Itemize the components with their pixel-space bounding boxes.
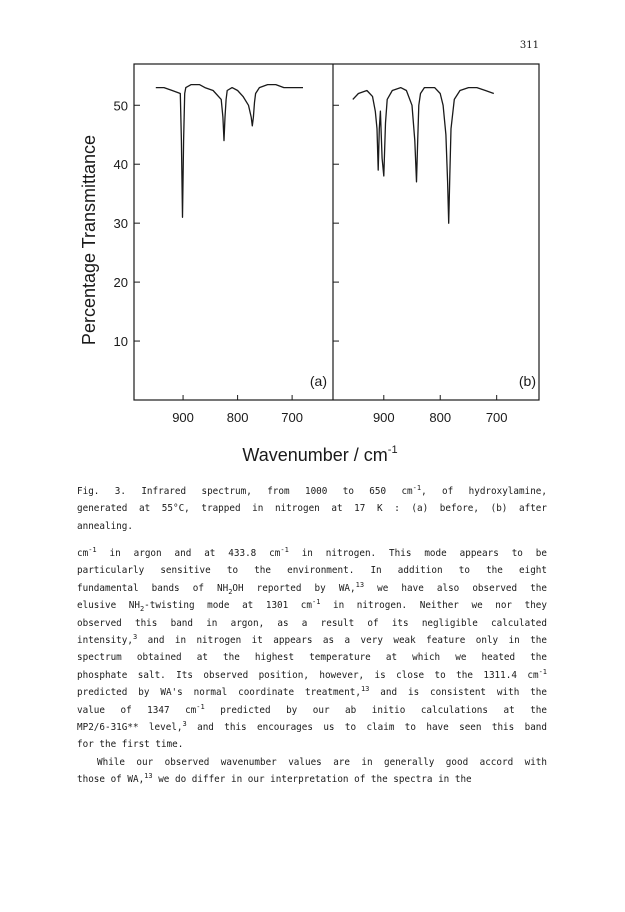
x-tick-label: 800 — [429, 410, 452, 425]
x-tick-label: 700 — [485, 410, 508, 425]
y-axis-ticks — [114, 98, 339, 349]
body-line: for the first time. — [77, 739, 184, 751]
figure-caption — [77, 483, 547, 535]
caption-line: generated at 55°C, trapped in nitrogen at 17 K : (a) before, (b) after — [77, 503, 547, 515]
x-tick-label: 900 — [172, 410, 194, 425]
x-tick-label: 700 — [281, 410, 303, 425]
y-tick-label: 20 — [113, 275, 128, 291]
caption-line: Fig. 3. Infrared spectrum, from 1000 to 650 $cm^{-1}$, of hydroxylamine, — [77, 483, 547, 497]
body-line: fundamental bands of $NH_2OH$ reported by WA,$^{13}$ we have also observed the — [77, 580, 547, 596]
spectrum-line-b — [353, 88, 494, 224]
spectrum-traces — [156, 85, 494, 224]
body-line: $cm^{-1}$ in argon and at 433.8 $cm^{-1}$ in nitrogen. This mode appears to be — [77, 545, 547, 559]
x-axis-label — [242, 444, 397, 465]
x-tick-label: 800 — [226, 410, 249, 425]
y-tick-label: 30 — [113, 216, 128, 232]
y-tick-label: 40 — [113, 157, 128, 173]
body-line: MP2/6-31G** level,$^3$ and this encourages us to claim to have seen this band — [77, 719, 547, 733]
plot-frame — [134, 64, 539, 400]
panel-label-b: (b) — [518, 373, 536, 389]
body-line: observed this band in argon, as a result of its negligible calculated — [77, 617, 547, 629]
plot-border — [134, 64, 539, 400]
body-line: spectrum obtained at the highest temperature at which we heated the — [77, 652, 547, 664]
body-line: particularly sensitive to the environment. In addition to the eight — [77, 565, 547, 577]
page-number: 311 — [519, 40, 539, 51]
body-text — [77, 545, 547, 788]
body-line: predicted by WA's normal coordinate treatment,$^{13}$ and is consistent with the — [77, 685, 547, 699]
body-line: phosphate salt. Its observed position, however, is close to the 1311.4 $cm^{-1}$ — [77, 667, 547, 681]
x-axis-label-text: Wavenumber / cm — [242, 445, 388, 465]
body-line: value of 1347 $cm^{-1}$ predicted by our ab initio calculations at the — [77, 702, 547, 716]
body-line: intensity,$^3$ and in nitrogen it appears as a very weak feature only in the — [77, 632, 547, 646]
body-line: those of WA,$^{13}$ we do differ in our interpretation of the spectra in the — [77, 771, 472, 786]
y-tick-label: 50 — [113, 98, 128, 114]
y-tick-label: 10 — [113, 334, 128, 350]
spectrum-line-a — [156, 85, 303, 218]
y-axis-label: Percentage Transmittance — [79, 134, 99, 346]
x-tick-label: 900 — [372, 410, 395, 425]
body-line: elusive $NH_2$-twisting mode at 1301 $cm^{-1}$ in nitrogen. Neither we nor they — [77, 598, 547, 614]
x-axis-label-exponent: -1 — [387, 444, 398, 456]
panel-label-a: (a) — [309, 373, 327, 389]
body-line: While our observed wavenumber values are in generally good accord with — [97, 756, 547, 768]
caption-line: annealing. — [77, 520, 133, 532]
